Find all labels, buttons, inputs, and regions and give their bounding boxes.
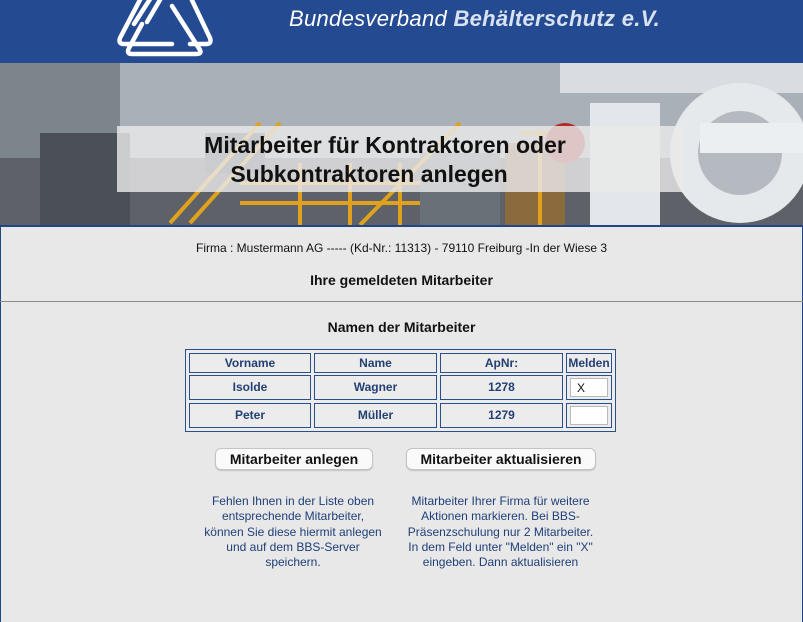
add-employee-button[interactable]: Mitarbeiter anlegen	[215, 448, 373, 470]
employee-table	[185, 349, 616, 432]
row2-vorname: Peter	[189, 403, 311, 428]
org-title	[289, 6, 660, 32]
row2-name: Müller	[314, 403, 437, 428]
firm-section	[0, 225, 803, 303]
row1-apnr: 1278	[440, 375, 563, 400]
row2-melden-cell	[566, 403, 612, 428]
org-prefix: Bundesverband	[289, 6, 448, 31]
row1-melden-input[interactable]	[570, 378, 608, 397]
header-bar	[0, 0, 803, 63]
firm-info: Firma : Mustermann AG ----- (Kd-Nr.: 11313) - 79110 Freiburg -In der Wiese 3	[195, 241, 608, 255]
column-header-apnr: ApNr:	[440, 353, 563, 373]
row1-name: Wagner	[314, 375, 437, 400]
add-employee-hint: Fehlen Ihnen in der Liste oben entsprechende Mitarbeiter, können Sie diese hiermit anlegen und auf dem BBS-Server speichern.	[204, 494, 382, 570]
banner-image	[0, 63, 803, 225]
column-header-vorname: Vorname	[189, 353, 311, 373]
column-header-melden: Melden	[566, 353, 612, 373]
update-employees-button[interactable]: Mitarbeiter aktualisieren	[406, 448, 596, 470]
row1-melden-cell	[566, 375, 612, 400]
triangle-logo-icon	[112, 0, 222, 58]
page-title-line2: Subkontraktoren anlegen	[230, 161, 508, 187]
employees-heading: Namen der Mitarbeiter	[327, 319, 476, 335]
page-title	[117, 126, 685, 192]
update-employees-hint: Mitarbeiter Ihrer Firma für weitere Aktionen markieren. Bei BBS-Präsenzschulung nur 2 Mitarbeiter. In dem Feld unter "Melden" ein "X" eingeben. Dann aktualisieren	[407, 494, 594, 570]
row2-apnr: 1279	[440, 403, 563, 428]
org-name: Behälterschutz e.V.	[453, 6, 661, 31]
row1-vorname: Isolde	[189, 375, 311, 400]
page-title-line1: Mitarbeiter für Kontraktoren oder	[204, 132, 566, 158]
row2-melden-input[interactable]	[570, 406, 608, 425]
column-header-name: Name	[314, 353, 437, 373]
reported-employees-heading: Ihre gemeldeten Mitarbeiter	[310, 272, 493, 288]
